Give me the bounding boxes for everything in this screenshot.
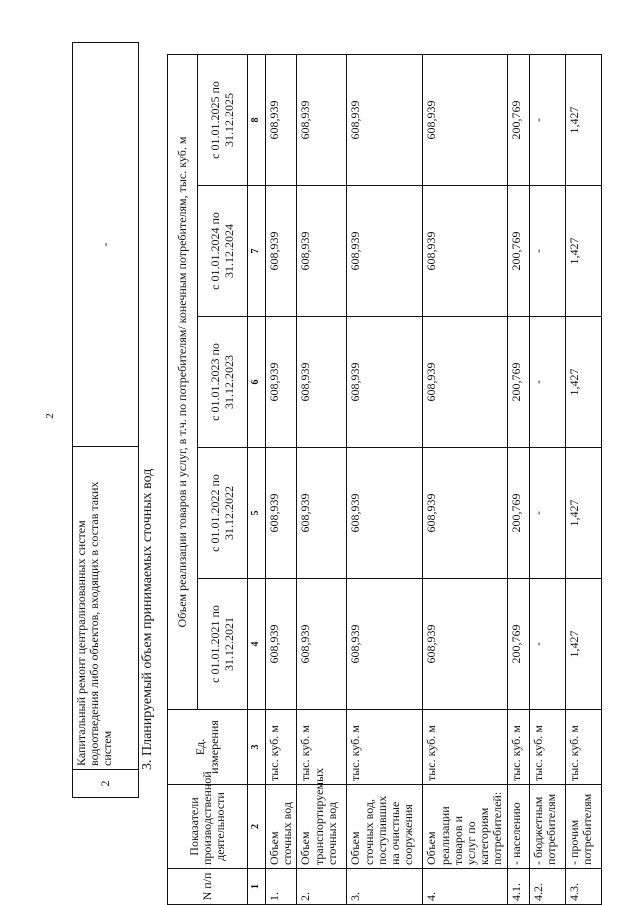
- row-value: -: [529, 317, 565, 448]
- header-period: с 01.01.2021 по 31.12.2021: [198, 579, 248, 710]
- header-indicator: Показатели производственной деятельности: [168, 785, 248, 869]
- top-row-number: 2: [73, 770, 139, 798]
- row-name: - прочим потребителям: [565, 785, 601, 869]
- column-number-row: [248, 54, 266, 904]
- row-value: 608,939: [423, 579, 507, 710]
- row-value: 608,939: [347, 54, 423, 185]
- column-number: 3: [248, 710, 266, 785]
- column-number: 1: [248, 869, 266, 905]
- row-unit: тыс. куб. м: [423, 710, 507, 785]
- row-value: 200,769: [507, 317, 529, 448]
- table-row: [73, 43, 139, 798]
- table-row: [565, 54, 601, 904]
- column-number: 6: [248, 317, 266, 448]
- row-name: Объем сточных вод: [266, 785, 297, 869]
- page-number: 2: [44, 413, 56, 419]
- row-unit: тыс. куб. м: [266, 710, 297, 785]
- column-number: 4: [248, 579, 266, 710]
- row-num: 4.3.: [565, 869, 601, 905]
- row-name: - населению: [507, 785, 529, 869]
- row-value: 608,939: [266, 186, 297, 317]
- column-number: 2: [248, 785, 266, 869]
- row-value: -: [529, 448, 565, 579]
- header-num: N п/п: [168, 869, 248, 905]
- row-num: 1.: [266, 869, 297, 905]
- row-value: 608,939: [423, 317, 507, 448]
- row-value: 1,427: [565, 186, 601, 317]
- header-period: с 01.01.2024 по 31.12.2024: [198, 186, 248, 317]
- header-period: с 01.01.2023 по 31.12.2023: [198, 317, 248, 448]
- row-value: 608,939: [347, 579, 423, 710]
- row-num: 4.: [423, 869, 507, 905]
- table-row: [266, 54, 297, 904]
- top-table: [72, 42, 139, 798]
- row-name: Объем сточных вод, поступивших на очистные сооружения: [347, 785, 423, 869]
- row-unit: тыс. куб. м: [565, 710, 601, 785]
- row-value: 608,939: [297, 317, 347, 448]
- row-num: 3.: [347, 869, 423, 905]
- row-value: 608,939: [266, 54, 297, 185]
- header-period: с 01.01.2025 по 31.12.2025: [198, 54, 248, 185]
- row-unit: тыс. куб. м: [347, 710, 423, 785]
- header-volume-group: Объем реализации товаров и услуг, в т.ч. по потребителям/ конечным потребителям, тыс. куб. м: [168, 54, 198, 709]
- table-row: [507, 54, 529, 904]
- row-value: 200,769: [507, 54, 529, 185]
- header-row-1: [168, 54, 198, 904]
- row-value: 608,939: [423, 448, 507, 579]
- row-value: 200,769: [507, 579, 529, 710]
- row-value: 608,939: [347, 186, 423, 317]
- row-value: -: [529, 54, 565, 185]
- top-table-wrapper: [72, 42, 139, 798]
- row-value: 608,939: [266, 448, 297, 579]
- main-table: [167, 54, 602, 905]
- row-unit: тыс. куб. м: [529, 710, 565, 785]
- row-value: 608,939: [423, 54, 507, 185]
- row-value: 1,427: [565, 579, 601, 710]
- row-name: Объем реализации товаров и услуг по категориям потребителей:: [423, 785, 507, 869]
- row-value: 608,939: [297, 54, 347, 185]
- row-value: 1,427: [565, 317, 601, 448]
- row-value: -: [529, 579, 565, 710]
- row-value: -: [529, 186, 565, 317]
- table-row: [347, 54, 423, 904]
- row-value: 608,939: [347, 448, 423, 579]
- row-name: - бюджетным потребителям: [529, 785, 565, 869]
- row-num: 4.2.: [529, 869, 565, 905]
- top-row-text: Капитальный ремонт централизованных систем водоотведения либо объектов, входящих в состав таких систем: [73, 447, 139, 770]
- row-value: 1,427: [565, 54, 601, 185]
- column-number: 7: [248, 186, 266, 317]
- table-row: [423, 54, 507, 904]
- row-unit: тыс. куб. м: [507, 710, 529, 785]
- table-row: [529, 54, 565, 904]
- section-title: 3. Планируемый объем принимаемых сточных вод: [140, 468, 155, 770]
- row-num: 2.: [297, 869, 347, 905]
- row-value: 608,939: [297, 448, 347, 579]
- table-row: [297, 54, 347, 904]
- row-unit: тыс. куб. м: [297, 710, 347, 785]
- row-value: 608,939: [347, 317, 423, 448]
- header-period: с 01.01.2022 по 31.12.2022: [198, 448, 248, 579]
- main-table-wrapper: [167, 54, 602, 905]
- row-value: 608,939: [297, 186, 347, 317]
- top-row-value: -: [73, 43, 139, 447]
- row-value: 1,427: [565, 448, 601, 579]
- row-value: 200,769: [507, 448, 529, 579]
- row-value: 608,939: [423, 186, 507, 317]
- row-value: 608,939: [297, 579, 347, 710]
- row-value: 200,769: [507, 186, 529, 317]
- header-unit: Ед. измерения: [168, 710, 248, 785]
- row-value: 608,939: [266, 317, 297, 448]
- row-num: 4.1.: [507, 869, 529, 905]
- row-name: Объем транспортируемых сточных вод: [297, 785, 347, 869]
- row-value: 608,939: [266, 579, 297, 710]
- column-number: 8: [248, 54, 266, 185]
- column-number: 5: [248, 448, 266, 579]
